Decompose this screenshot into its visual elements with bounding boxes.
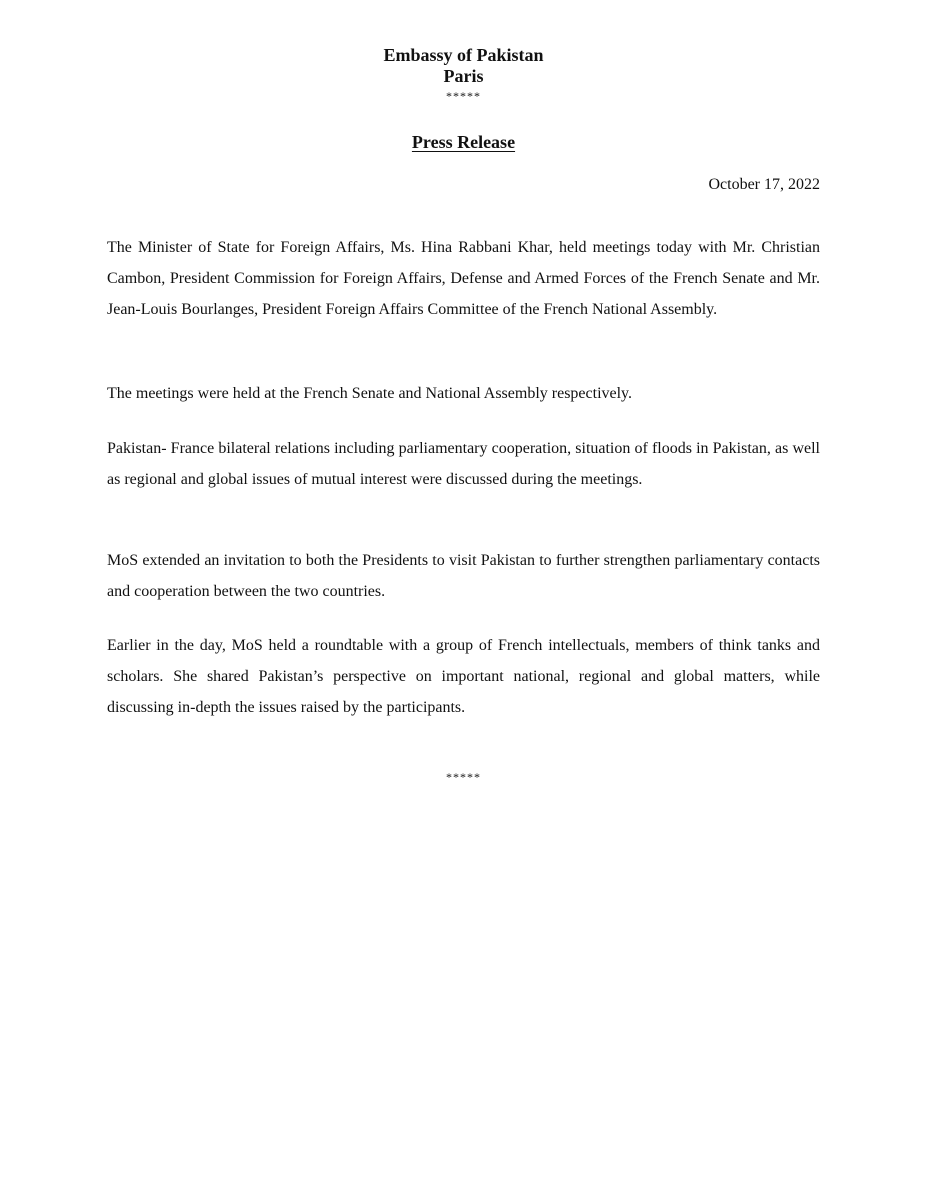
- paragraph-roundtable: Earlier in the day, MoS held a roundtable with a group of French intellectuals, members of think tanks and scholars. She shared Pakistan’s perspective on important national, regional and global matters, while discussing in-depth the issues raised by the participants.: [107, 637, 820, 716]
- document-title-text: Press Release: [411, 132, 516, 152]
- paragraph-invitation: MoS extended an invitation to both the Presidents to visit Pakistan to further strengthen parliamentary contacts and cooperation between the two countries.: [107, 552, 820, 600]
- document-title: [0, 131, 927, 153]
- paragraph-meetings: The Minister of State for Foreign Affairs, Ms. Hina Rabbani Khar, held meetings today with Mr. Christian Cambon, President Commission for Foreign Affairs, Defense and Armed Forces of the French Senate and Mr. Jean-Louis Bourlanges, President Foreign Affairs Committee of the French National Assembly.: [107, 239, 820, 318]
- paragraph-discussion: Pakistan- France bilateral relations including parliamentary cooperation, situation of floods in Pakistan, as well as regional and global issues of mutual interest were discussed during the meetings.: [107, 440, 820, 488]
- bottom-separator: *****: [446, 770, 481, 784]
- top-separator: *****: [446, 89, 481, 103]
- document-date: October 17, 2022: [708, 176, 820, 193]
- embassy-name: Embassy of Pakistan: [383, 45, 544, 65]
- embassy-city: Paris: [443, 66, 484, 86]
- paragraph-venue: The meetings were held at the French Senate and National Assembly respectively.: [107, 385, 633, 402]
